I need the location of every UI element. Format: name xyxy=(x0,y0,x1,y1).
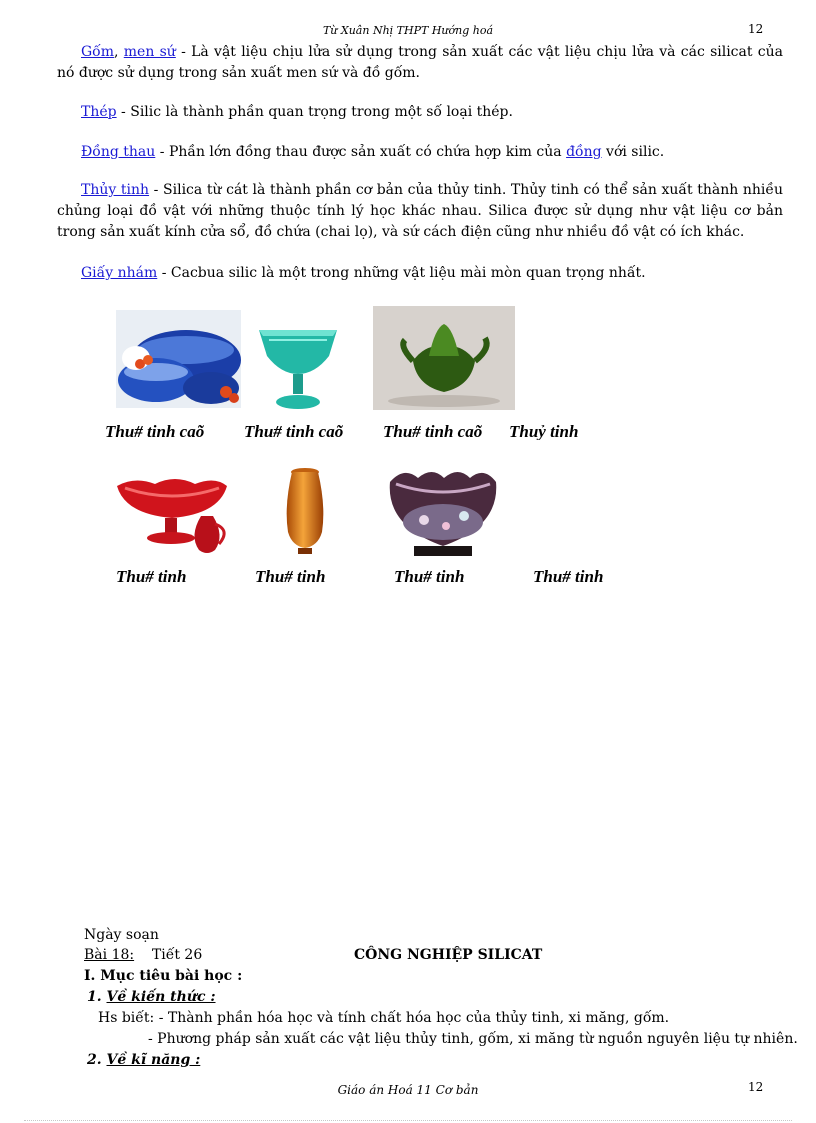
link-giay-nham[interactable]: Giấy nhám xyxy=(81,265,158,281)
header-page-number: 12 xyxy=(748,22,764,36)
paragraph-thuy-tinh xyxy=(57,180,783,243)
paragraph-gom: Gốm, men sứ - Là vật liệu chịu lửa sử dụng trong sản xuất các vật liệu chịu lửa và các silicat của nó được sử dụng trong sản xuất men sứ và đồ gốm. xyxy=(57,44,783,81)
blue-glass-bowls-image xyxy=(116,310,241,408)
lesson-title: CÔNG NGHIỆP SILICAT xyxy=(354,947,543,963)
floral-glass-bowl-image xyxy=(384,466,502,558)
paragraph-dong-thau-text: - Phần lớn đồng thau được sản xuất có chứa hợp kim của xyxy=(155,144,567,160)
link-men-su[interactable]: men sứ xyxy=(123,44,176,60)
paragraph-thuy-tinh-text: - Silica từ cát là thành phần cơ bản của thủy tinh. Thủy tinh có thể sản xuất thành nhiều chủng loại đồ vật với những thuộc tính lý học khác nhau. Silica được sử dụng như vật liệu cơ bản trong sản xuất kính cửa sổ, đồ chứa (chai lọ), và sứ cách điện cũng như nhiều đồ vật có ích khác. xyxy=(57,182,784,240)
red-glass-bowl-image xyxy=(115,474,233,556)
caption-glass-1: Thu# tinh caõ xyxy=(105,422,205,440)
caption-glass-2: Thu# tinh caõ xyxy=(244,422,344,440)
paragraph-giay-nham xyxy=(57,263,783,284)
caption-glass-8: Thu# tinh xyxy=(533,567,604,586)
footer-title: Giáo án Hoá 11 Cơ bản xyxy=(337,1083,479,1097)
subsection-skills-number: 2. xyxy=(87,1052,102,1068)
subsection-skills xyxy=(87,1050,200,1070)
header-author: Từ Xuân Nhị THPT Hướng hoá xyxy=(322,24,494,37)
turquoise-glass-bowl-image xyxy=(255,322,341,410)
page-bottom-divider xyxy=(24,1120,792,1121)
paragraph-gom-text: - Là vật liệu chịu lửa sử dụng trong sản xuất các vật liệu chịu lửa và các silicat của nó được sử dụng trong sản xuất men sứ và đồ gốm. xyxy=(57,44,783,81)
knowledge-line-1: Hs biết: - Thành phần hóa học và tính chất hóa học của thủy tinh, xi măng, gốm. xyxy=(98,1010,670,1026)
paragraph-dong-thau-text2: với silic. xyxy=(601,144,665,160)
link-thep[interactable]: Thép xyxy=(81,104,117,120)
caption-glass-3: Thu# tinh caõ xyxy=(383,422,483,440)
amber-glass-vase-image xyxy=(276,466,334,556)
caption-glass-6: Thu# tinh xyxy=(255,567,326,586)
lesson-period: Tiết 26 xyxy=(151,947,203,963)
paragraph-dong-thau xyxy=(57,142,783,163)
date-label: Ngày soạn xyxy=(84,927,159,943)
caption-glass-4: Thuỷ tinh xyxy=(509,422,579,440)
green-glass-bowl-image xyxy=(373,306,515,410)
footer-page-number: 12 xyxy=(748,1080,764,1094)
link-dong[interactable]: đồng xyxy=(566,144,602,160)
subsection-knowledge-title: Về kiến thức : xyxy=(106,989,216,1005)
lesson-label: Bài 18: xyxy=(84,947,135,963)
subsection-skills-title: Về kĩ năng : xyxy=(106,1052,201,1068)
knowledge-line-2: - Phương pháp sản xuất các vật liệu thủy tinh, gốm, xi măng từ nguồn nguyên liệu tự nhiên. xyxy=(148,1031,798,1047)
paragraph-thep xyxy=(57,102,783,123)
paragraph-giay-nham-text: - Cacbua silic là một trong những vật liệu mài mòn quan trọng nhất. xyxy=(157,265,646,281)
link-thuy-tinh[interactable]: Thủy tinh xyxy=(81,182,150,198)
link-dong-thau[interactable]: Đồng thau xyxy=(81,144,156,160)
caption-glass-7: Thu# tinh xyxy=(394,567,465,586)
lesson-row xyxy=(84,945,202,965)
subsection-knowledge xyxy=(87,987,216,1007)
subsection-knowledge-number: 1. xyxy=(87,989,102,1005)
link-gom[interactable]: Gốm xyxy=(81,44,115,60)
caption-glass-5: Thu# tinh xyxy=(116,567,187,586)
paragraph-thep-text: - Silic là thành phần quan trọng trong một số loại thép. xyxy=(116,104,513,120)
section-objectives: I. Mục tiêu bài học : xyxy=(84,968,243,984)
